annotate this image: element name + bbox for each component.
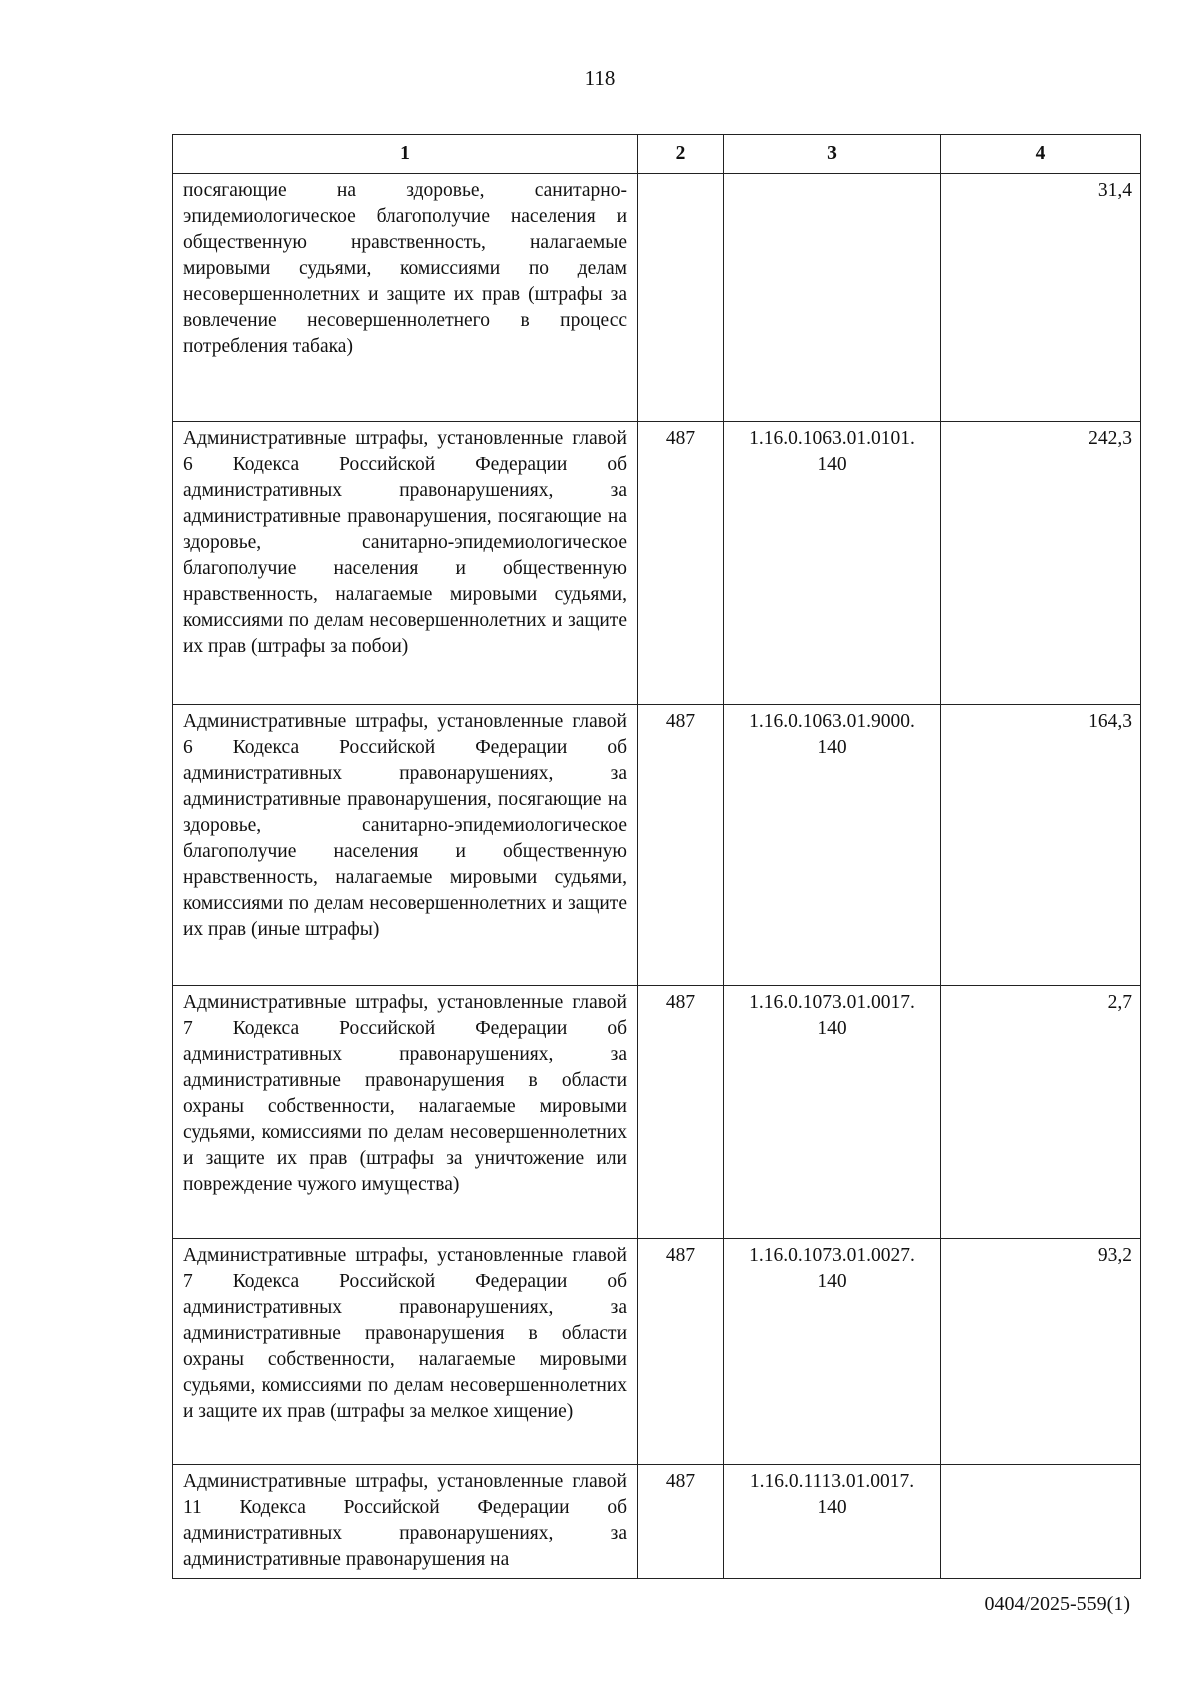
table-row [173, 705, 1141, 986]
row-admin-code: 487 [638, 1239, 724, 1465]
table-body [173, 174, 1141, 1579]
row-admin-code: 487 [638, 422, 724, 705]
row-description: посягающие на здоровье, санитарно-эпидемиологическое благополучие населения и общественную нравственность, налагаемые мировыми судьями, комиссиями по делам несовершеннолетних и защите их прав (штрафы за вовлечение несовершеннолетнего в процесс потребления табака) [173, 174, 638, 422]
row-description: Административные штрафы, установленные главой 7 Кодекса Российской Федерации об административных правонарушениях, за административные правонарушения в области охраны собственности, налагаемые мировыми судьями, комиссиями по делам несовершеннолетних и защите их прав (штрафы за уничтожение или повреждение чужого имущества) [173, 986, 638, 1239]
budget-code-main: 1.16.0.1073.01.0017. [749, 992, 915, 1013]
header-col-1: 1 [173, 135, 638, 174]
document-id: 0404/2025-559(1) [984, 1593, 1130, 1615]
table-row [173, 422, 1141, 705]
header-row [173, 135, 1141, 174]
row-description: Административные штрафы, установленные главой 6 Кодекса Российской Федерации об административных правонарушениях, за административные правонарушения, посягающие на здоровье, санитарно-эпидемиологическое благополучие населения и общественную нравственность, налагаемые мировыми судьями, комиссиями по делам несовершеннолетних и защите их прав (штрафы за побои) [173, 422, 638, 705]
budget-code-main: 1.16.0.1063.01.9000. [749, 711, 915, 732]
budget-code-main: 1.16.0.1073.01.0027. [749, 1245, 915, 1266]
row-amount: 164,3 [941, 705, 1141, 986]
revenue-table [172, 134, 1141, 1579]
row-budget-code [724, 422, 941, 705]
budget-code-suffix: 140 [817, 454, 847, 475]
row-amount: 31,4 [941, 174, 1141, 422]
table-row [173, 986, 1141, 1239]
budget-code-main: 1.16.0.1113.01.0017. [749, 1471, 915, 1492]
row-amount: 93,2 [941, 1239, 1141, 1465]
row-admin-code: 487 [638, 986, 724, 1239]
budget-code-main: 1.16.0.1063.01.0101. [749, 428, 915, 449]
row-description: Административные штрафы, установленные главой 7 Кодекса Российской Федерации об административных правонарушениях, за административные правонарушения в области охраны собственности, налагаемые мировыми судьями, комиссиями по делам несовершеннолетних и защите их прав (штрафы за мелкое хищение) [173, 1239, 638, 1465]
row-amount: 242,3 [941, 422, 1141, 705]
row-budget-code [724, 1239, 941, 1465]
budget-code-suffix: 140 [817, 737, 847, 758]
row-admin-code: 487 [638, 705, 724, 986]
row-description: Административные штрафы, установленные главой 11 Кодекса Российской Федерации об административных правонарушениях, за административные правонарушения на [173, 1465, 638, 1579]
table-row [173, 1239, 1141, 1465]
row-amount: 2,7 [941, 986, 1141, 1239]
row-amount [941, 1465, 1141, 1579]
row-admin-code [638, 174, 724, 422]
budget-code-suffix: 140 [817, 1271, 847, 1292]
header-col-3: 3 [724, 135, 941, 174]
header-col-4: 4 [941, 135, 1141, 174]
row-budget-code [724, 1465, 941, 1579]
header-col-2: 2 [638, 135, 724, 174]
budget-code-suffix: 140 [817, 1497, 847, 1518]
table-header [173, 135, 1141, 174]
row-budget-code [724, 174, 941, 422]
row-admin-code: 487 [638, 1465, 724, 1579]
row-budget-code [724, 705, 941, 986]
page-number: 118 [584, 66, 616, 90]
table-row [173, 1465, 1141, 1579]
row-budget-code [724, 986, 941, 1239]
budget-code-suffix: 140 [817, 1018, 847, 1039]
table-row [173, 174, 1141, 422]
row-description: Административные штрафы, установленные главой 6 Кодекса Российской Федерации об административных правонарушениях, за административные правонарушения, посягающие на здоровье, санитарно-эпидемиологическое благополучие населения и общественную нравственность, налагаемые мировыми судьями, комиссиями по делам несовершеннолетних и защите их прав (иные штрафы) [173, 705, 638, 986]
